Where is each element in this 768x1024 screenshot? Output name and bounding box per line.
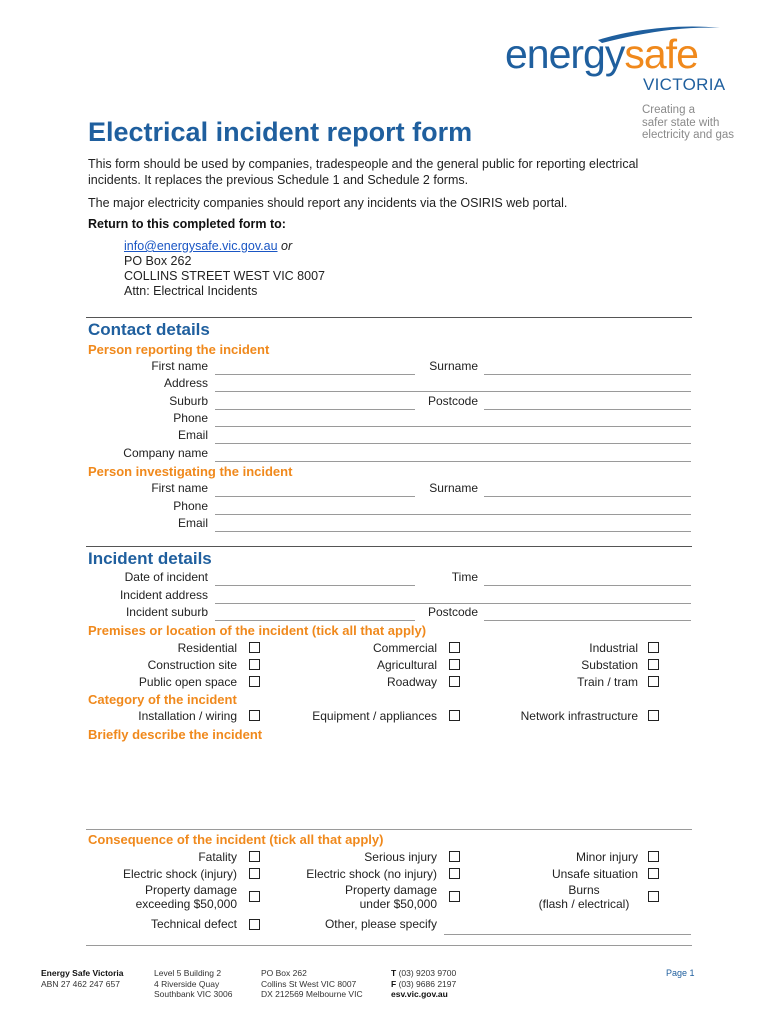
consequence-label: Technical defect	[150, 917, 237, 931]
incident-address-field[interactable]	[215, 603, 691, 604]
category-label: Network infrastructure	[520, 709, 638, 723]
category-heading: Category of the incident	[88, 692, 237, 707]
return-heading: Return to this completed form to:	[88, 217, 286, 231]
surname-field[interactable]	[484, 374, 691, 375]
investigator-email-label: Email	[177, 516, 208, 530]
agricultural-checkbox[interactable]	[449, 659, 460, 670]
investigator-surname-field[interactable]	[484, 496, 691, 497]
premises-label: Construction site	[147, 658, 237, 672]
consequence-label: Electric shock (no injury)	[306, 867, 437, 881]
footer-web-link[interactable]: esv.vic.gov.au	[391, 989, 448, 999]
logo-wordmark: energysafe	[505, 31, 698, 77]
premises-label: Agricultural	[376, 658, 437, 672]
suburb-field[interactable]	[215, 409, 415, 410]
footer-street-address: Level 5 Building 2 4 Riverside Quay Southbank VIC 3006	[154, 968, 233, 999]
section-divider	[86, 945, 692, 946]
time-label: Time	[451, 570, 478, 584]
investigator-phone-field[interactable]	[215, 514, 691, 515]
page-number: Page 1	[666, 968, 695, 978]
premises-label: Substation	[581, 658, 638, 672]
surname-label: Surname	[429, 359, 478, 373]
first-name-field[interactable]	[215, 374, 415, 375]
address-line: PO Box 262	[124, 254, 192, 268]
roadway-checkbox[interactable]	[449, 676, 460, 687]
incident-postcode-label: Postcode	[427, 605, 478, 619]
email-link[interactable]: info@energysafe.vic.gov.au	[124, 239, 278, 253]
unsafe-situation-checkbox[interactable]	[648, 868, 659, 879]
consequence-label: Property damage exceeding $50,000	[135, 883, 237, 911]
incident-heading: Incident details	[88, 549, 212, 568]
commercial-checkbox[interactable]	[449, 642, 460, 653]
email-field[interactable]	[215, 443, 691, 444]
premises-label: Roadway	[386, 675, 437, 689]
premises-label: Train / tram	[577, 675, 638, 689]
company-field[interactable]	[215, 461, 691, 462]
technical-defect-checkbox[interactable]	[249, 919, 260, 930]
postcode-field[interactable]	[484, 409, 691, 410]
page-title: Electrical incident report form	[88, 117, 473, 147]
date-label: Date of incident	[124, 570, 208, 584]
intro-paragraph: This form should be used by companies, tradespeople and the general public for reporting electrical incidents. It replaces the previous Schedule 1 and Schedule 2 forms.	[88, 157, 639, 187]
reporter-heading: Person reporting the incident	[88, 342, 270, 357]
first-name-label: First name	[151, 359, 208, 373]
public-open-space-checkbox[interactable]	[249, 676, 260, 687]
postcode-label: Postcode	[427, 394, 478, 408]
logo-victoria: VICTORIA	[643, 75, 726, 94]
address-label: Address	[163, 376, 208, 390]
shock-injury-checkbox[interactable]	[249, 868, 260, 879]
consequence-label: Serious injury	[364, 850, 437, 864]
industrial-checkbox[interactable]	[648, 642, 659, 653]
premises-heading: Premises or location of the incident (tick all that apply)	[88, 623, 427, 638]
contact-heading: Contact details	[88, 320, 210, 339]
serious-injury-checkbox[interactable]	[449, 851, 460, 862]
investigator-heading: Person investigating the incident	[88, 464, 293, 479]
equipment-appliances-checkbox[interactable]	[449, 710, 460, 721]
describe-heading: Briefly describe the incident	[88, 727, 263, 742]
construction-site-checkbox[interactable]	[249, 659, 260, 670]
property-damage-over-checkbox[interactable]	[249, 891, 260, 902]
investigator-first-name-label: First name	[151, 481, 208, 495]
burns-checkbox[interactable]	[648, 891, 659, 902]
email-label: Email	[177, 428, 208, 442]
address-line: Attn: Electrical Incidents	[124, 284, 258, 298]
fatality-checkbox[interactable]	[249, 851, 260, 862]
section-divider	[86, 546, 692, 547]
consequence-label: Minor injury	[575, 850, 638, 864]
train-tram-checkbox[interactable]	[648, 676, 659, 687]
premises-label: Industrial	[589, 641, 638, 655]
category-label: Equipment / appliances	[312, 709, 437, 723]
intro-paragraph-2: The major electricity companies should report any incidents via the OSIRIS web portal.	[88, 196, 568, 210]
category-label: Installation / wiring	[138, 709, 237, 723]
incident-suburb-field[interactable]	[215, 620, 415, 621]
footer-contact: T (03) 9203 9700 F (03) 9686 2197 esv.vic.gov.au	[391, 968, 457, 999]
footer-postal-address: PO Box 262 Collins St West VIC 8007 DX 212569 Melbourne VIC	[261, 968, 363, 999]
installation-wiring-checkbox[interactable]	[249, 710, 260, 721]
consequence-label: Other, please specify	[324, 917, 437, 931]
phone-field[interactable]	[215, 426, 691, 427]
investigator-email-field[interactable]	[215, 531, 691, 532]
incident-address-label: Incident address	[119, 588, 208, 602]
premises-label: Public open space	[138, 675, 237, 689]
consequence-label: Burns (flash / electrical)	[538, 883, 630, 911]
substation-checkbox[interactable]	[648, 659, 659, 670]
date-field[interactable]	[215, 585, 415, 586]
other-specify-field[interactable]	[444, 934, 691, 935]
footer-org: Energy Safe Victoria ABN 27 462 247 657	[41, 968, 124, 989]
description-area[interactable]	[88, 745, 691, 825]
shock-no-injury-checkbox[interactable]	[449, 868, 460, 879]
premises-label: Residential	[177, 641, 237, 655]
network-infrastructure-checkbox[interactable]	[648, 710, 659, 721]
suburb-label: Suburb	[169, 394, 208, 408]
section-divider	[86, 829, 692, 830]
residential-checkbox[interactable]	[249, 642, 260, 653]
consequence-label: Property damage under $50,000	[344, 883, 437, 911]
logo-tagline: Creating a safer state with electricity and gas	[642, 104, 735, 141]
minor-injury-checkbox[interactable]	[648, 851, 659, 862]
address-line: COLLINS STREET WEST VIC 8007	[124, 269, 325, 283]
investigator-phone-label: Phone	[173, 499, 208, 513]
phone-label: Phone	[173, 411, 208, 425]
investigator-first-name-field[interactable]	[215, 496, 415, 497]
incident-suburb-label: Incident suburb	[125, 605, 208, 619]
consequence-label: Fatality	[198, 850, 237, 864]
incident-postcode-field[interactable]	[484, 620, 691, 621]
address-field[interactable]	[215, 391, 691, 392]
section-divider	[86, 317, 692, 318]
premises-label: Commercial	[372, 641, 437, 655]
company-label: Company name	[123, 446, 208, 460]
consequence-heading: Consequence of the incident (tick all that apply)	[88, 832, 384, 847]
return-email-line: info@energysafe.vic.gov.au or	[124, 239, 293, 253]
investigator-surname-label: Surname	[429, 481, 478, 495]
consequence-label: Unsafe situation	[551, 867, 638, 881]
time-field[interactable]	[484, 585, 691, 586]
property-damage-under-checkbox[interactable]	[449, 891, 460, 902]
consequence-label: Electric shock (injury)	[122, 867, 237, 881]
